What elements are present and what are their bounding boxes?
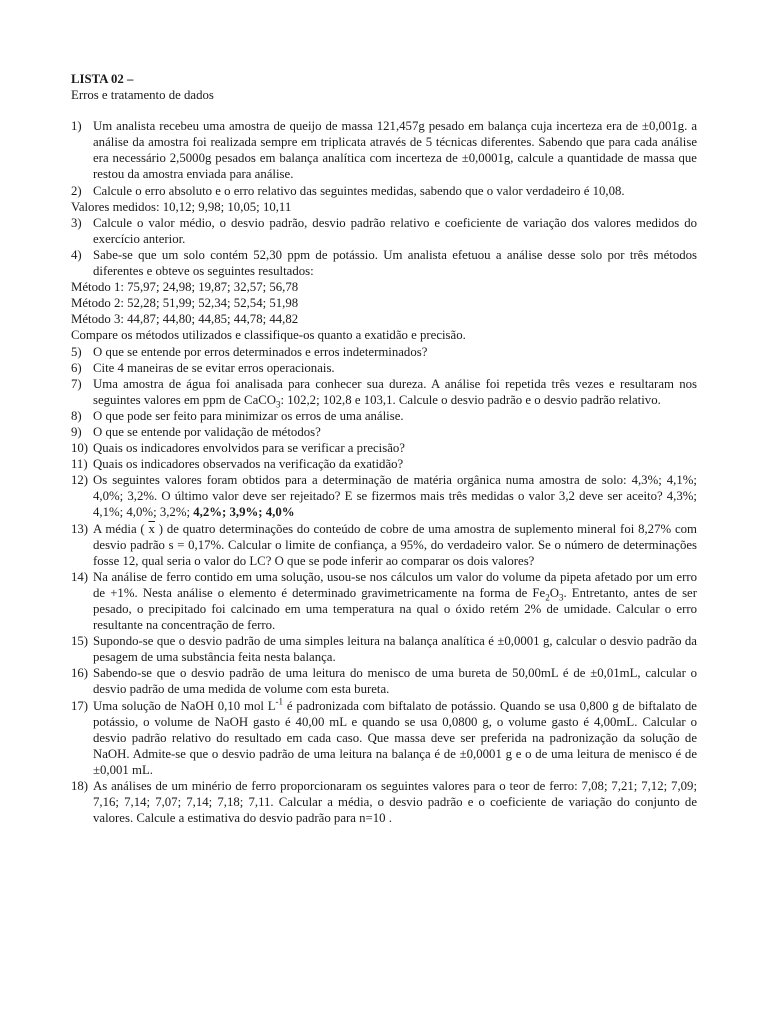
subscript: 3 — [558, 592, 564, 603]
question-text-part: é padronizada com biftalato de potássio. Quando se usa 0,800 g de biftalato de potássio, o volume de NaOH gasto é 40,00 mL e quando se usa 0,0800 g, o volume gasto é 4,00mL. Calcular o desvio padrão relativo do resultado em cada caso. Que massa deve ser preferida na padronização da solução de NaOH. Admite-se que o desvio padrão de uma leitura na balança é de ±0,0001 g e o de uma leitura de menisco é de ±0,001 mL. — [93, 698, 697, 777]
question-number: 14) — [71, 569, 89, 584]
question-text: Sabendo-se que o desvio padrão de uma leitura do menisco de uma bureta de 50,00mL é de ±0,01mL, calcular o desvio padrão de uma medida de volume com esta bureta. — [93, 666, 697, 697]
question-number: 6) — [71, 360, 82, 375]
question-text: Quais os indicadores envolvidos para se verificar a precisão? — [93, 441, 405, 456]
question-text: O que se entende por validação de métodos? — [93, 424, 321, 439]
question-number: 12) — [71, 473, 89, 488]
question-text — [93, 376, 697, 408]
question-number: 16) — [71, 666, 89, 681]
document-page — [71, 71, 697, 826]
question-text-part: : 102,2; 102,8 e 103,1. Calcule o desvio padrão e o desvio padrão relativo. — [280, 392, 661, 407]
question-8 — [71, 408, 697, 424]
question-text — [93, 569, 697, 633]
question-number: 1) — [71, 119, 82, 134]
question-number: 5) — [71, 344, 82, 359]
spacer — [71, 103, 697, 118]
question-text-part: Uma amostra de água foi analisada para conhecer sua dureza. A análise foi repetida três vezes e resultaram nos seguintes valores em ppm de CaCO — [93, 376, 697, 407]
question-text: Calcule o erro absoluto e o erro relativo das seguintes medidas, sabendo que o valor verdadeiro é 10,08. — [93, 183, 625, 198]
question-number: 2) — [71, 183, 82, 198]
question-14 — [71, 569, 697, 633]
question-6 — [71, 360, 697, 376]
question-13 — [71, 521, 697, 569]
question-text-part: A média ( — [93, 521, 149, 536]
question-1 — [71, 118, 697, 182]
question-text: Supondo-se que o desvio padrão de uma simples leitura na balança analítica é ±0,0001 g, calcular o desvio padrão da pesagem de uma substância feita nesta balança. — [93, 634, 697, 665]
question-11 — [71, 456, 697, 472]
question-18 — [71, 778, 697, 826]
question-5 — [71, 344, 697, 360]
question-number: 9) — [71, 424, 82, 439]
subscript: 2 — [545, 592, 550, 603]
question-text: O que pode ser feito para minimizar os erros de uma análise. — [93, 408, 404, 423]
superscript: -1 — [275, 696, 284, 707]
question-text: As análises de um minério de ferro proporcionaram os seguintes valores para o teor de ferro: 7,08; 7,21; 7,12; 7,09; 7,16; 7,14; 7,07; 7,14; 7,18; 7,11. Calcular a média, o desvio padrão e o coeficiente de variação do conjunto de valores. Calcule a estimativa do desvio padrão para n=10 . — [93, 779, 697, 826]
question-text: Cite 4 maneiras de se evitar erros operacionais. — [93, 360, 335, 375]
question-number: 11) — [71, 457, 88, 472]
document-subtitle: Erros e tratamento de dados — [71, 88, 214, 103]
question-text-part: Os seguintes valores foram obtidos para a determinação de matéria orgânica numa amostra de solo: 4,3%; 4,1%; 4,0%; 3,2%. O último valor deve ser rejeitado? E se fizermos mais três medidas o valor 3,2 deve ser aceito? 4,3%; 4,1%; 4,0%; 3,2%; — [93, 473, 697, 520]
question-15 — [71, 633, 697, 665]
question-number: 7) — [71, 376, 82, 391]
method-1-values: Método 1: 75,97; 24,98; 19,87; 32,57; 56,78 — [71, 280, 299, 295]
question-number: 15) — [71, 634, 89, 649]
question-text: Um analista recebeu uma amostra de queijo de massa 121,457g pesado em balança cuja incerteza era de ±0,001g. a análise da amostra foi realizada sempre em triplicata através de 5 técnicas diferentes. Sabendo que para cada análise era necessário 2,5000g pesados em balança analítica com incerteza de ±0,0001g, calcule a quantidade de massa que restou da amostra enviada para análise. — [93, 119, 697, 182]
mean-symbol: $\overline{x}$ — [148, 521, 155, 536]
question-number: 17) — [71, 698, 89, 713]
bold-values: 4,2%; 3,9%; 4,0% — [193, 505, 295, 520]
question-text-part: O — [549, 585, 559, 600]
question-4-instruction: Compare os métodos utilizados e classifique-os quanto a exatidão e precisão. — [71, 328, 466, 343]
question-number: 18) — [71, 779, 89, 794]
subscript: 3 — [276, 399, 281, 410]
question-text — [93, 698, 697, 778]
question-7 — [71, 376, 697, 408]
question-text: Quais os indicadores observados na verificação da exatidão? — [93, 457, 404, 472]
question-text: O que se entende por erros determinados e erros indeterminados? — [93, 344, 428, 359]
question-text-part: ) de quatro determinações do conteúdo de cobre de uma amostra de suplemento mineral foi 8,27% com desvio padrão s = 0,17%. Calcular o limite de confiança, a 95%, do verdadeiro valor. Se o número de determinações fosse 12, qual seria o valor do LC? O que se pode inferir ao comparar os dois valores? — [93, 521, 697, 568]
question-number: 3) — [71, 215, 82, 230]
document-title: LISTA 02 – — [71, 72, 134, 86]
question-2 — [71, 183, 697, 199]
question-number: 13) — [71, 521, 89, 536]
question-3 — [71, 215, 697, 247]
question-10 — [71, 440, 697, 456]
question-9 — [71, 424, 697, 440]
question-4 — [71, 247, 697, 279]
measured-values: Valores medidos: 10,12; 9,98; 10,05; 10,11 — [71, 199, 292, 214]
question-text-part: Na análise de ferro contido em uma solução, usou-se nos cálculos um valor do volume da pipeta afetado por um erro de +1%. Nesta análise o elemento é determinado gravimetricamente na forma de Fe — [93, 569, 697, 600]
question-text — [93, 521, 697, 569]
question-17 — [71, 698, 697, 778]
method-3-values: Método 3: 44,87; 44,80; 44,85; 44,78; 44,82 — [71, 312, 299, 327]
question-12 — [71, 472, 697, 520]
question-text: Calcule o valor médio, o desvio padrão, desvio padrão relativo e coeficiente de variação dos valores medidos do exercício anterior. — [93, 215, 697, 246]
question-number: 4) — [71, 247, 82, 262]
question-number: 8) — [71, 408, 82, 423]
question-16 — [71, 665, 697, 697]
method-2-values: Método 2: 52,28; 51,99; 52,34; 52,54; 51,98 — [71, 296, 299, 311]
question-text-part: . Entretanto, antes de ser pesado, o precipitado foi calcinado em uma temperatura na qual o óxido retém 2% de umidade. Calcular o erro resultante na concentração de ferro. — [93, 585, 697, 633]
question-number: 10) — [71, 441, 89, 456]
question-text — [93, 472, 697, 520]
question-text-part: Uma solução de NaOH 0,10 mol L — [93, 698, 276, 713]
question-text: Sabe-se que um solo contém 52,30 ppm de potássio. Um analista efetuou a análise desse solo por três métodos diferentes e obteve os seguintes resultados: — [93, 247, 697, 279]
